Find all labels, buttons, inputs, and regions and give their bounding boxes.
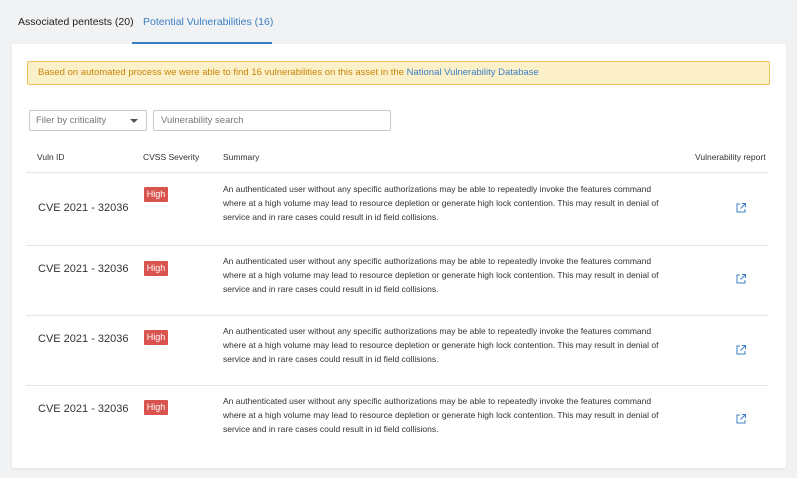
external-link-icon[interactable]	[735, 273, 747, 285]
info-banner	[27, 61, 770, 85]
header-vulnerability-report: Vulnerability report	[695, 152, 766, 162]
external-link-icon[interactable]	[735, 344, 747, 356]
vuln-summary: An authenticated user without any specific authorizations may be able to repeatedly invoke the features command where at a high volume may lead to resource depletion or generate high lock contention. This may result in denial of service and in rare cases could result in id field collisions.	[223, 396, 659, 434]
nvd-link[interactable]: National Vulnerability Database	[406, 67, 539, 78]
caret-down-icon	[130, 119, 138, 123]
vuln-summary: An authenticated user without any specific authorizations may be able to repeatedly invoke the features command where at a high volume may lead to resource depletion or generate high lock contention. This may result in denial of service and in rare cases could result in id field collisions.	[223, 184, 659, 222]
external-link-icon[interactable]	[735, 413, 747, 425]
table-row	[26, 245, 768, 315]
severity-badge: High	[144, 187, 168, 202]
tab-potential-vulnerabilities[interactable]: Potential Vulnerabilities (16)	[143, 16, 274, 28]
vuln-id: CVE 2021 - 32036	[38, 202, 129, 214]
header-summary: Summary	[223, 152, 260, 162]
vuln-summary: An authenticated user without any specific authorizations may be able to repeatedly invoke the features command where at a high volume may lead to resource depletion or generate high lock contention. This may result in denial of service and in rare cases could result in id field collisions.	[223, 256, 659, 294]
vulnerability-search-input[interactable]	[153, 110, 391, 131]
severity-badge: High	[144, 330, 168, 345]
vulnerabilities-panel	[12, 44, 786, 468]
table-row	[26, 315, 768, 385]
vuln-id: CVE 2021 - 32036	[38, 403, 129, 415]
severity-badge: High	[144, 261, 168, 276]
tab-bar	[0, 0, 797, 44]
banner-text: Based on automated process we were able to find 16 vulnerabilities on this asset in the	[38, 67, 407, 78]
vuln-summary: An authenticated user without any specific authorizations may be able to repeatedly invoke the features command where at a high volume may lead to resource depletion or generate high lock contention. This may result in denial of service and in rare cases could result in id field collisions.	[223, 326, 659, 364]
header-vuln-id: Vuln ID	[37, 152, 65, 162]
external-link-icon[interactable]	[735, 202, 747, 214]
severity-badge: High	[144, 400, 168, 415]
criticality-filter-select[interactable]	[29, 110, 147, 131]
table-row	[26, 172, 768, 242]
tab-associated-pentests[interactable]: Associated pentests (20)	[18, 16, 134, 28]
table-row	[26, 385, 768, 455]
criticality-filter-placeholder: Filer by criticality	[36, 115, 107, 126]
vuln-id: CVE 2021 - 32036	[38, 333, 129, 345]
vuln-id: CVE 2021 - 32036	[38, 263, 129, 275]
header-cvss-severity: CVSS Severity	[143, 152, 200, 162]
